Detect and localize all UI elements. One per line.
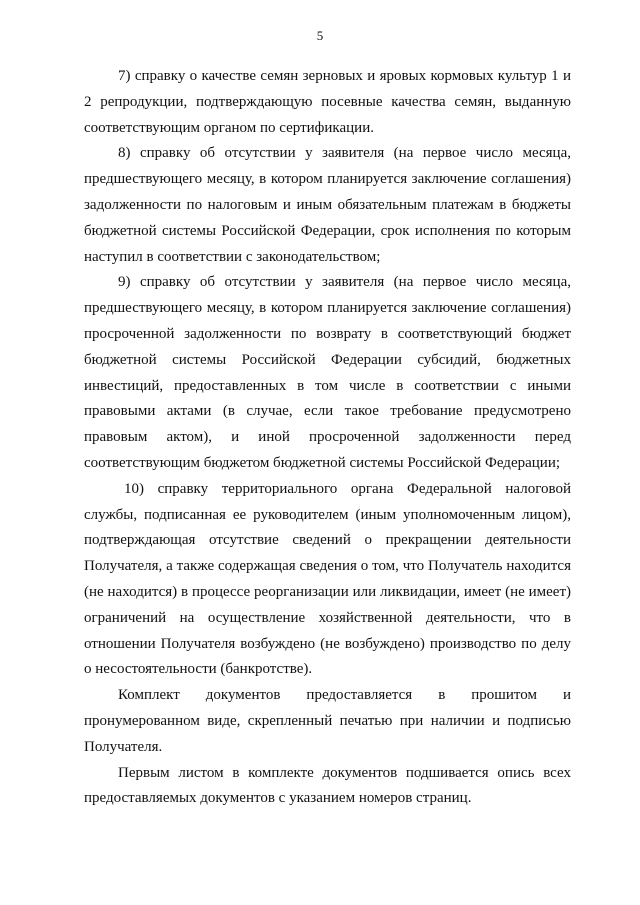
page-number: 5 <box>316 28 324 43</box>
paragraph-item-7: 7) справку о качестве семян зерновых и яровых кормовых культур 1 и 2 репродукции, подтверждающую посевные качества семян, выданную соответствующим органом по сертификации. <box>84 68 571 136</box>
paragraph-item-9: 9) справку об отсутствии у заявителя (на первое число месяца, предшествующего месяцу, в котором планируется заключение соглашения) просроченной задолженности по возврату в соответствующий бюджет бюджетной системы Российской Федерации субсидий, бюджетных инвестиций, предоставленных в том числе в соответствии с иными правовыми актами (в случае, если такое требование предусмотрено правовым актом), и иной просроченной задолженности перед соответствующим бюджетом бюджетной системы Российской Федерации; <box>84 274 571 471</box>
paragraph-inventory: Первым листом в комплекте документов подшивается опись всех предоставляемых документов с указанием номеров страниц. <box>84 764 571 807</box>
paragraph-document-set: Комплект документов предоставляется в прошитом и пронумерованном виде, скрепленный печатью при наличии и подписью Получателя. <box>84 687 571 755</box>
paragraph-item-10: 10) справку территориального органа Федеральной налоговой службы, подписанная ее руководителем (иным уполномоченным лицом), подтверждающая отсутствие сведений о прекращении деятельности Получателя, а также содержащая сведения о том, что Получатель находится (не находится) в процессе реорганизации или ликвидации, имеет (не имеет) ограничений на осуществление хозяйственной деятельности, что в отношении Получателя возбуждено (не возбуждено) производство по делу о несостоятельности (банкротстве). <box>84 480 571 678</box>
document-body <box>84 64 571 812</box>
paragraph-item-8: 8) справку об отсутствии у заявителя (на первое число месяца, предшествующего месяцу, в котором планируется заключение соглашения) задолженности по налоговым и иным обязательным платежам в бюджеты бюджетной системы Российской Федерации, срок исполнения по которым наступил в соответствии с законодательством; <box>84 145 571 265</box>
